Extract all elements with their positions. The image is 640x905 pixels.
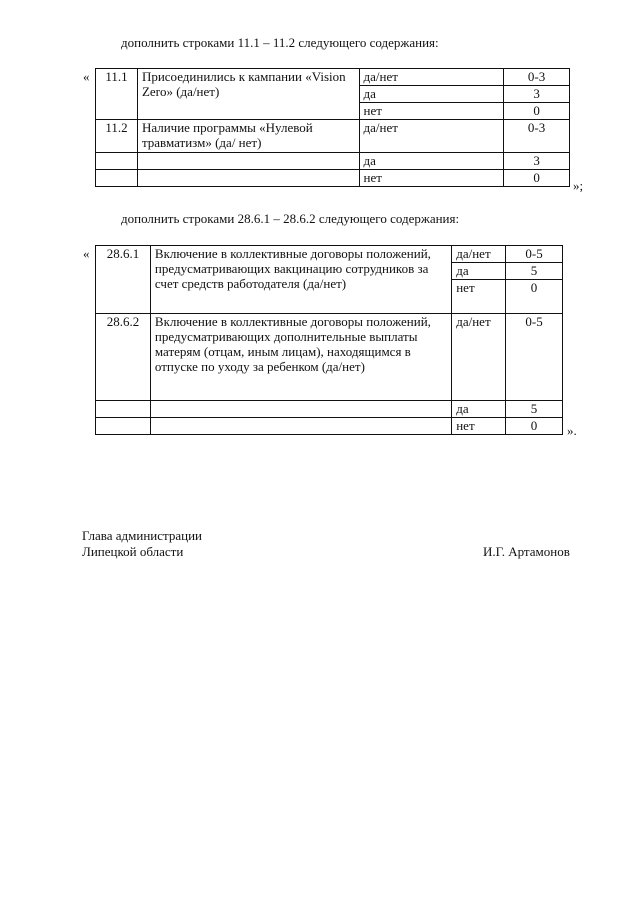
table-row <box>96 314 563 401</box>
intro-text-1: дополнить строками 11.1 – 11.2 следующего содержания: <box>121 35 439 50</box>
open-quote-2: « <box>83 246 90 261</box>
score-cell: 0-3 <box>504 69 570 86</box>
score-cell: 3 <box>504 153 570 170</box>
score-cell: 0 <box>506 418 563 435</box>
option-cell: да <box>359 86 504 103</box>
option-cell: да/нет <box>359 69 504 86</box>
score-cell: 0-5 <box>506 246 563 263</box>
row-description: Наличие программы «Нулевой травматизм» (да/ нет) <box>137 120 359 153</box>
option-cell: да/нет <box>359 120 504 153</box>
score-cell: 0 <box>504 103 570 120</box>
row-number: 11.2 <box>96 120 138 153</box>
table-row <box>96 246 563 263</box>
option-cell: да <box>452 401 506 418</box>
signatory-name: И.Г. Артамонов <box>483 544 570 559</box>
signature-title-line-2: Липецкой области <box>82 544 184 559</box>
table-rows-28-6 <box>95 245 563 435</box>
row-description: Присоединились к кампании «Vision Zero» (да/нет) <box>137 69 359 120</box>
option-cell: да/нет <box>452 246 506 263</box>
score-cell: 5 <box>506 401 563 418</box>
row-number: 28.6.1 <box>96 246 151 314</box>
table-row <box>96 401 563 418</box>
close-quote-2: ». <box>567 423 577 438</box>
option-cell: нет <box>452 280 506 314</box>
option-cell: да <box>452 263 506 280</box>
option-cell: нет <box>452 418 506 435</box>
table-row <box>96 170 570 187</box>
option-cell: да <box>359 153 504 170</box>
table-row <box>96 120 570 153</box>
score-cell: 5 <box>506 263 563 280</box>
option-cell: нет <box>359 103 504 120</box>
score-cell: 0-5 <box>506 314 563 401</box>
table-rows-11 <box>95 68 570 187</box>
option-cell: да/нет <box>452 314 506 401</box>
score-cell: 0-3 <box>504 120 570 153</box>
score-cell: 0 <box>506 280 563 314</box>
score-cell: 0 <box>504 170 570 187</box>
intro-text-2: дополнить строками 28.6.1 – 28.6.2 следующего содержания: <box>121 211 460 226</box>
table-row <box>96 153 570 170</box>
open-quote-1: « <box>83 69 90 84</box>
row-description: Включение в коллективные договоры положений, предусматривающих вакцинацию сотрудников за счет средств работодателя (да/нет) <box>150 246 451 314</box>
row-number: 28.6.2 <box>96 314 151 401</box>
table-row <box>96 418 563 435</box>
row-description: Включение в коллективные договоры положений, предусматривающих дополнительные выплаты матерям (отцам, иным лицам), находящимся в отпуске по уходу за ребенком (да/нет) <box>150 314 451 401</box>
table-row <box>96 69 570 86</box>
option-cell: нет <box>359 170 504 187</box>
row-number: 11.1 <box>96 69 138 120</box>
score-cell: 3 <box>504 86 570 103</box>
signature-title-line-1: Глава администрации <box>82 528 203 543</box>
close-quote-1: »; <box>573 178 584 193</box>
